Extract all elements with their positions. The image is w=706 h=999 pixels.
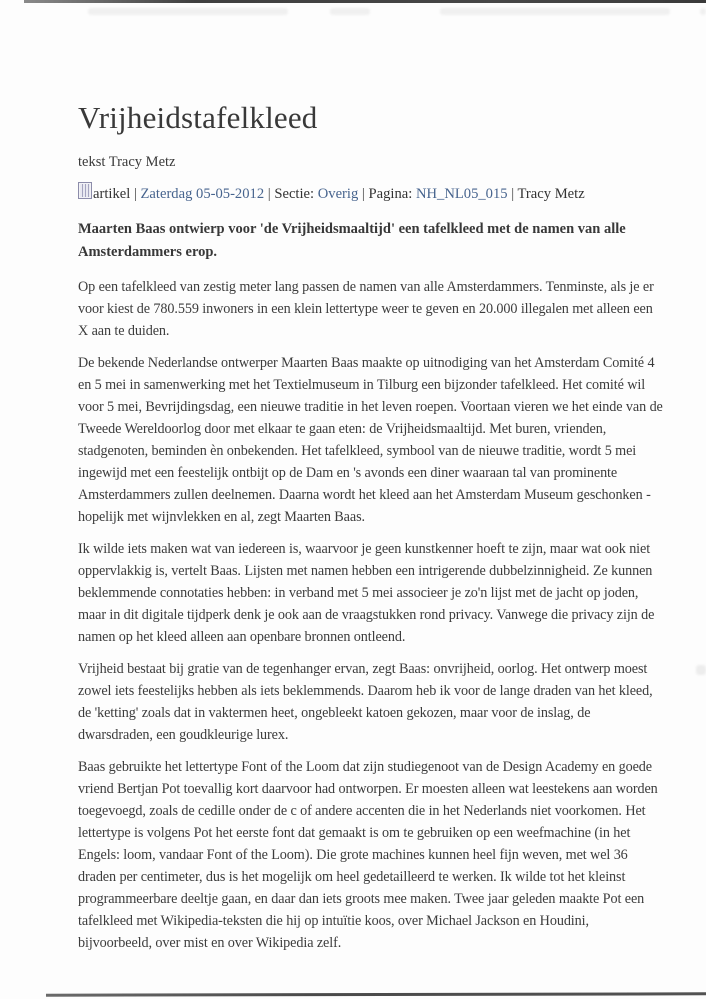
meta-separator: | bbox=[267, 185, 271, 202]
byline: tekst Tracy Metz bbox=[78, 153, 176, 170]
article-meta-line bbox=[78, 184, 663, 204]
body-paragraph: Ik wilde iets maken wat van iedereen is, waarvoor je geen kunstkenner hoeft te zijn, maar wat ook niet oppervlakkig is, vertelt Baas. Lijsten met namen hebben een intrigerende dubbelzinnigheid. Ze kunnen beklemmende connotaties hebben: in verband met 5 mei associeer je zo'n lijst met de jacht op joden, maar in dit digitale tijdperk denk je ook aan de vraagstukken rond privacy. Vanwege die privacy zijn de namen op het kleed alleen aan openbare bronnen ontleend. bbox=[78, 540, 655, 645]
scan-smudge bbox=[696, 665, 706, 675]
meta-separator: | bbox=[133, 185, 137, 202]
meta-section-label: Sectie: bbox=[274, 185, 315, 202]
meta-separator: | bbox=[361, 185, 365, 202]
meta-author: Tracy Metz bbox=[517, 185, 585, 202]
body-paragraph: Op een tafelkleed van zestig meter lang passen de namen van alle Amsterdammers. Tenminste, als je er voor kiest de 780.559 inwoners in een klein lettertype weer te geven en 20.000 illegalen met alleen een X aan te duiden. bbox=[78, 278, 654, 339]
scan-artifact-top-line bbox=[24, 0, 706, 3]
meta-date-link[interactable]: Zaterdag 05-05-2012 bbox=[140, 185, 265, 202]
meta-page-link[interactable]: NH_NL05_015 bbox=[415, 185, 508, 202]
scan-smudge bbox=[700, 8, 706, 15]
meta-separator: | bbox=[511, 185, 515, 202]
scan-smudge bbox=[88, 8, 288, 15]
meta-type-label: artikel bbox=[93, 185, 131, 202]
scan-artifact-bottom-line bbox=[46, 992, 706, 996]
striped-document-icon bbox=[78, 182, 92, 199]
scan-smudge bbox=[330, 8, 370, 15]
page-title: Vrijheidstafelkleed bbox=[78, 100, 318, 135]
article-body bbox=[78, 100, 663, 964]
body-paragraph: Baas gebruikte het lettertype Font of the Loom dat zijn studiegenoot van de Design Academy en goede vriend Bertjan Pot toevallig kort daarvoor had ontworpen. Er moesten alleen wat leestekens aan worden toegevoegd, zoals de cedille onder de c of andere accenten die in het Nederlands niet voorkomen. Het lettertype is volgens Pot het eerste font dat gemaakt is om te gebruiken op een weefmachine (in het Engels: loom, vandaar Font of the Loom). Die grote machines kunnen heel fijn weven, met wel 36 draden per centimeter, dus is het mogelijk om heel gedetailleerd te werken. Ik wilde tot het kleinst programmeerbare deeltje gaan, en daar dan iets groots mee maken. Twee jaar geleden maakte Pot een tafelkleed met Wikipedia-teksten die hij op intuïtie koos, over Michael Jackson en Houdini, bijvoorbeeld, over mist en over Wikipedia zelf. bbox=[78, 758, 658, 951]
meta-page-label: Pagina: bbox=[368, 185, 413, 202]
intro-paragraph: Maarten Baas ontwierp voor 'de Vrijheidsmaaltijd' een tafelkleed met de namen van alle Amsterdammers erop. bbox=[78, 220, 626, 260]
meta-section-link[interactable]: Overig bbox=[317, 185, 359, 202]
scan-smudge bbox=[440, 8, 670, 15]
body-paragraph: Vrijheid bestaat bij gratie van de tegenhanger ervan, zegt Baas: onvrijheid, oorlog. Het ontwerp moest zowel iets feestelijks hebben als iets beklemmends. Daarom heb ik voor de lange draden van het kleed, de 'ketting' zoals dat in vaktermen heet, ongebleekt katoen gekozen, maar voor de inslag, de dwarsdraden, een goudkleurige lurex. bbox=[78, 660, 653, 743]
body-paragraph: De bekende Nederlandse ontwerper Maarten Baas maakte op uitnodiging van het Amsterdam Comité 4 en 5 mei in samenwerking met het Textielmuseum in Tilburg een bijzonder tafelkleed. Het comité wil voor 5 mei, Bevrijdingsdag, een nieuwe traditie in het leven roepen. Voortaan vieren we het einde van de Tweede Wereldoorlog door met elkaar te gaan eten: de Vrijheidsmaaltijd. Met buren, vrienden, stadgenoten, beminden èn onbekenden. Het tafelkleed, symbool van de nieuwe traditie, wordt 5 mei ingewijd met een feestelijk ontbijt op de Dam en 's avonds een diner waaraan tal van prominente Amsterdammers zullen deelnemen. Daarna wordt het kleed aan het Amsterdam Museum geschonken - hopelijk met wijnvlekken en al, zegt Maarten Baas. bbox=[78, 354, 663, 525]
